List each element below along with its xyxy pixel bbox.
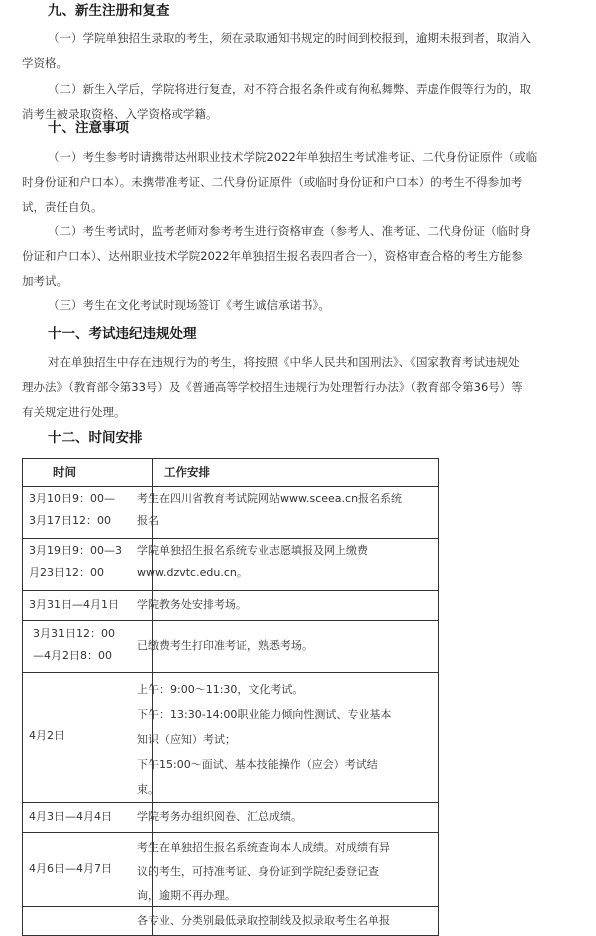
- table-cell-time: 3月10日9：00— 3月17日12：00: [29, 492, 115, 527]
- table-header-work: 工作安排: [164, 465, 210, 479]
- table-cell-work: 上午：9:00～11:30，文化考试。 下午：13:30-14:00职业能力倾向性测试、专业基本 知识（应知）考试； 下午15:00～面试、基本技能操作（应会）考试结 束。: [137, 683, 392, 796]
- table-cell-time: 4月3日—4月4日: [29, 810, 112, 823]
- table-cell-work: 学院考务办组织阅卷、汇总成绩。: [137, 810, 302, 823]
- row-divider: [23, 672, 438, 673]
- schedule-table: [22, 458, 439, 936]
- table-cell-time: 4月6日—4月7日: [29, 862, 112, 875]
- table-cell-work: 学院单独招生报名系统专业志愿填报及网上缴费 www.dzvtc.edu.cn。: [137, 544, 368, 579]
- row-divider: [23, 590, 438, 591]
- row-divider: [23, 620, 438, 621]
- paragraph-9-1: （一）学院单独招生录取的考生，须在录取通知书规定的时间到校报到，逾期未报到者，取消入 学资格。: [22, 31, 531, 70]
- table-cell-work: 各专业、分类别最低录取控制线及拟录取考生名单报: [137, 914, 390, 927]
- paragraph-11-1: 对在单独招生中存在违规行为的考生，将按照《中华人民共和国刑法》、《国家教育考试违规处 理办法》（教育部令第33号）及《普通高等学校招生违规行为处理暂行办法》（教育部令第36号）等 有关规定进行处理。: [22, 355, 523, 419]
- table-cell-work: 考生在单独招生报名系统查询本人成绩。对成绩有异 议的考生，可持准考证、身份证到学院纪委登记查 询，逾期不再办理。: [137, 841, 390, 902]
- row-divider: [23, 486, 438, 487]
- row-divider: [23, 538, 438, 539]
- table-cell-work: 学院教务处安排考场。: [137, 598, 247, 611]
- table-cell-work: 考生在四川省教育考试院网站www.sceea.cn报名系统 报名: [137, 492, 403, 527]
- table-cell-time: 3月19日9：00—3 月23日12：00: [29, 544, 122, 579]
- table-cell-time: 3月31日12：00 —4月2日8：00: [33, 627, 115, 662]
- section-heading-12: 十二、时间安排: [48, 430, 143, 446]
- paragraph-10-3: （三）考生在文化考试时现场签订《考生诚信承诺书》。: [48, 298, 330, 312]
- row-divider: [23, 832, 438, 833]
- table-cell-work: 已缴费考生打印准考证，熟悉考场。: [137, 639, 313, 652]
- section-heading-10: 十、注意事项: [48, 120, 129, 136]
- table-cell-time: 4月2日: [29, 729, 65, 742]
- table-cell-time: 3月31日—4月1日: [29, 598, 119, 611]
- paragraph-10-1: （一）考生参考时请携带达州职业技术学院2022年单独招生考试准考证、二代身份证原件（或临 时身份证和户口本）。未携带准考证、二代身份证原件（或临时身份证和户口本）的考生不得参加考 试，责任自负。: [22, 150, 538, 214]
- table-header-time: 时间: [53, 465, 76, 479]
- section-heading-11: 十一、考试违纪违规处理: [48, 326, 197, 342]
- section-heading-9: 九、新生注册和复查: [48, 3, 170, 19]
- paragraph-10-2: （二）考生考试时，监考老师对参考考生进行资格审查（参考人、准考证、二代身份证（临时身 份证和户口本）、达州职业技术学院2022年单独招生报名表四者合一），资格审查合格的考生方能参 加考试。: [22, 224, 531, 288]
- paragraph-9-2: （二）新生入学后，学院将进行复查，对不符合报名条件或有徇私舞弊、弄虚作假等行为的，取 消考生被录取资格、入学资格或学籍。: [22, 82, 531, 121]
- row-divider: [23, 802, 438, 803]
